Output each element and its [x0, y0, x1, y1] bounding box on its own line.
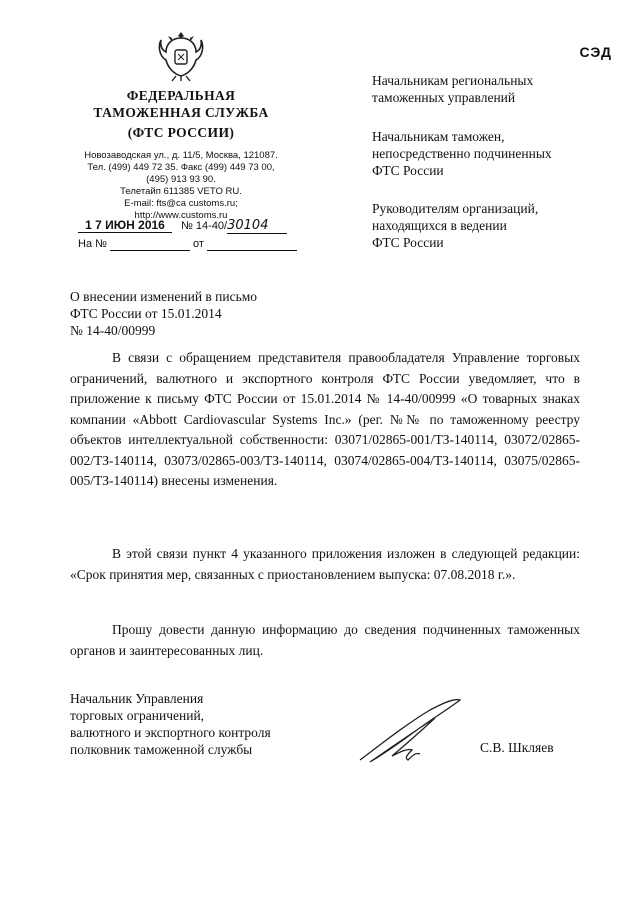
addressee-line: ФТС России	[372, 163, 444, 178]
addressee-line: таможенных управлений	[372, 90, 516, 105]
reply-label: На №	[78, 238, 107, 250]
body-paragraph-2: В этой связи пункт 4 указанного приложения изложен в следующей редакции: «Срок принятия мер, связанных с приостановлением выпуска: 07.08.2018 г.».	[70, 546, 580, 582]
registration-line	[78, 218, 308, 234]
registration-date: 1 7 ИЮН 2016	[78, 218, 172, 233]
signatory-line: валютного и экспортного контроля	[70, 725, 271, 740]
subject-line: ФТС России от 15.01.2014	[70, 306, 222, 321]
coat-of-arms-icon	[158, 28, 204, 82]
addressee-line: непосредственно подчиненных	[372, 146, 552, 161]
contact-phone2: (495) 913 93 90.	[146, 174, 216, 185]
addressee-line: Руководителям организаций,	[372, 201, 539, 216]
contact-email: E-mail: fts@ca customs.ru; http://www.customs.ru	[124, 198, 238, 221]
contact-teletype: Телетайп 611385 VETO RU.	[120, 186, 242, 197]
registration-number-handwritten: 30104	[227, 218, 287, 234]
signer-name: С.В. Шкляев	[480, 740, 554, 755]
body-paragraph-3: Прошу довести данную информацию до сведения подчиненных таможенных органов и заинтересованных лиц.	[70, 622, 580, 658]
body-paragraph-1: В связи с обращением представителя правообладателя Управление торговых ограничений, валютного и экспортного контроля ФТС России уведомляет, что в приложение к письму ФТС России от 15.01.2014 № 14-40/00999 «О товарных знаках компании «Abbott Cardiovascular Systems Inc.» (рег. №№ по таможенному реестру объектов интеллектуальной собственности: 03071/02865-001/ТЗ-140114, 03072/02865-002/ТЗ-140114, 03073/02865-003/ТЗ-140114, 03074/02865-004/ТЗ-140114, 03075/02865-005/ТЗ-140114) внесены изменения.	[70, 350, 580, 488]
from-date-blank	[207, 238, 297, 251]
contact-address: Новозаводская ул., д. 11/5, Москва, 121087.	[84, 150, 278, 161]
addressee-customs	[372, 128, 602, 179]
subject-line: О внесении изменений в письмо	[70, 289, 258, 304]
signatory-line: торговых ограничений,	[70, 708, 205, 723]
addressee-line: Начальникам региональных	[372, 73, 534, 88]
addressee-line: Начальникам таможен,	[372, 129, 505, 144]
org-name-line2: ТАМОЖЕННАЯ СЛУЖБА	[93, 105, 269, 120]
org-abbr: (ФТС РОССИИ)	[127, 125, 235, 140]
addressee-line: находящихся в ведении	[372, 218, 507, 233]
subject	[70, 288, 350, 339]
registration-number-prefix: № 14-40/	[181, 220, 228, 232]
org-name-line1: ФЕДЕРАЛЬНАЯ	[126, 88, 236, 103]
signatory-title	[70, 690, 330, 758]
signatory-line: Начальник Управления	[70, 691, 204, 706]
addressee-organizations	[372, 200, 602, 251]
signatory-line: полковник таможенной службы	[70, 742, 253, 757]
addressee-line: ФТС России	[372, 235, 444, 250]
from-label: от	[193, 238, 204, 250]
contact-phone: Тел. (499) 449 72 35. Факс (499) 449 73 00,	[87, 162, 275, 173]
subject-line: № 14-40/00999	[70, 323, 156, 338]
reply-number-blank	[110, 238, 190, 251]
sed-label: СЭД	[579, 44, 612, 60]
handwritten-signature	[350, 690, 470, 770]
reply-line	[78, 238, 308, 251]
addressee-regional	[372, 72, 602, 106]
